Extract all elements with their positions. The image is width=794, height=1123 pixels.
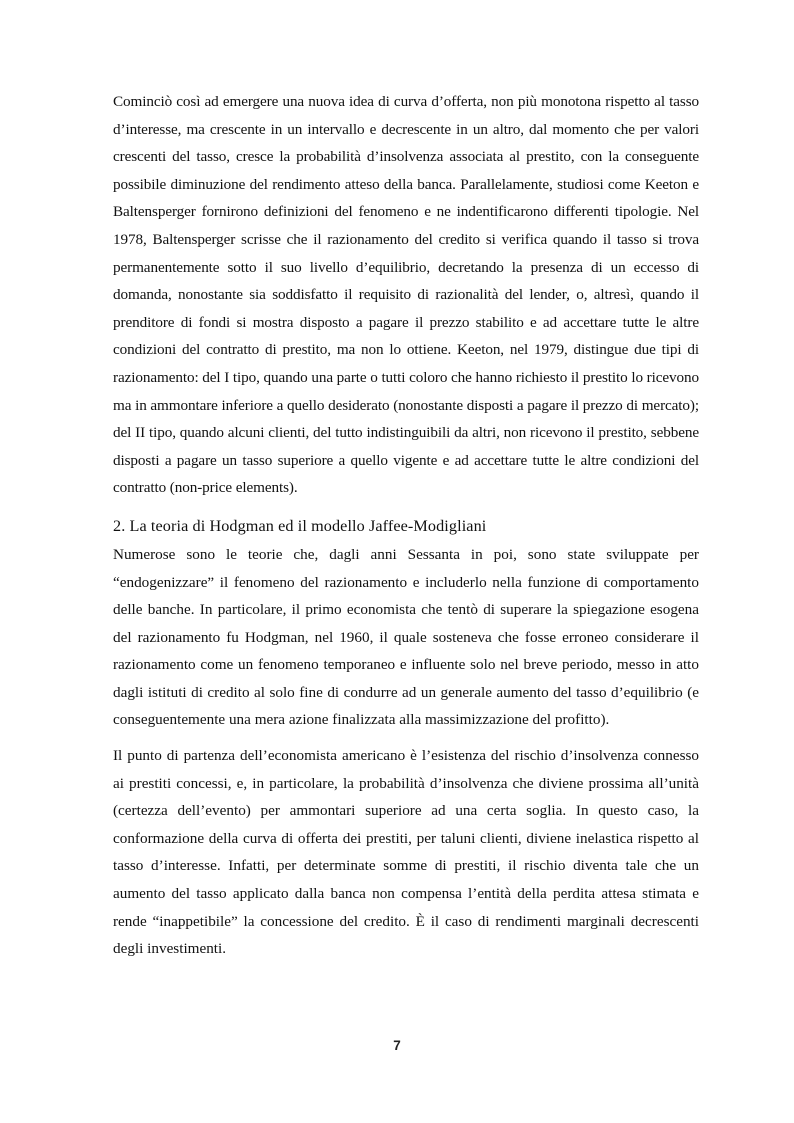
body-paragraph-1: Cominciò così ad emergere una nuova idea di curva d’offerta, non più monotona rispetto al tasso d’interesse, ma crescente in un intervallo e decrescente in un altro, dal momento che per valori crescenti del tasso, cresce la probabilità d’insolvenza associata al prestito, con la conseguente possibile diminuzione del rendimento atteso della banca. Parallelamente, studiosi come Keeton e Baltensperger fornirono definizioni del fenomeno e ne indentificarono differenti tipologie. Nel 1978, Baltensperger scrisse che il razionamento del credito si verifica quando il tasso si trova permanentemente sotto il suo livello d’equilibrio, decretando la presenza di un eccesso di domanda, nonostante sia soddisfatto il requisito di razionalità del lender, o, altresì, quando il prenditore di fondi si mostra disposto a pagare il prezzo stabilito e ad accettare tutte le altre condizioni del contratto di prestito, ma non lo ottiene. Keeton, nel 1979, distingue due tipi di razionamento: del I tipo, quando una parte o tutti coloro che hanno richiesto il prestito lo ricevono ma in ammontare inferiore a quello desiderato (nonostante disposti a pagare il prezzo di mercato); del II tipo, quando alcuni clienti, del tutto indistinguibili da altri, non ricevono il prestito, sebbene disposti a pagare un tasso superiore a quello vigente e ad accettare tutte le altre condizioni del contratto (non-price elements). [113, 93, 699, 497]
page-number: 7 [393, 1038, 401, 1053]
body-paragraph-2: Numerose sono le teorie che, dagli anni Sessanta in poi, sono state sviluppate per “endogenizzare” il fenomeno del razionamento e includerlo nella funzione di comportamento delle banche. In particolare, il primo economista che tentò di superare la spiegazione esogena del razionamento fu Hodgman, nel 1960, il quale sosteneva che fosse erroneo considerare il razionamento come un fenomeno temporaneo e influente solo nel breve periodo, messo in atto dagli istituti di credito al solo fine di condurre ad un generale aumento del tasso d’equilibrio (e conseguentemente una mera azione finalizzata alla massimizzazione del profitto). [113, 545, 699, 729]
body-paragraph-3: Il punto di partenza dell’economista americano è l’esistenza del rischio d’insolvenza connesso ai prestiti concessi, e, in particolare, la probabilità d’insolvenza che diviene prossima all’unità (certezza dell’evento) per ammontari superiore ad una certa soglia. In questo caso, la conformazione della curva di offerta dei prestiti, per taluni clienti, diviene inelastica rispetto al tasso d’interesse. Infatti, per determinate somme di prestiti, il rischio diventa tale che un aumento del tasso applicato dalla banca non compensa l’entità della perdita attesa stimata e rende “inappetibile” la concessione del credito. È il caso di rendimenti marginali decrescenti degli investimenti. [113, 747, 699, 958]
section-heading: 2. La teoria di Hodgman ed il modello Jaffee-Modigliani [113, 516, 487, 535]
page-body [113, 88, 699, 963]
